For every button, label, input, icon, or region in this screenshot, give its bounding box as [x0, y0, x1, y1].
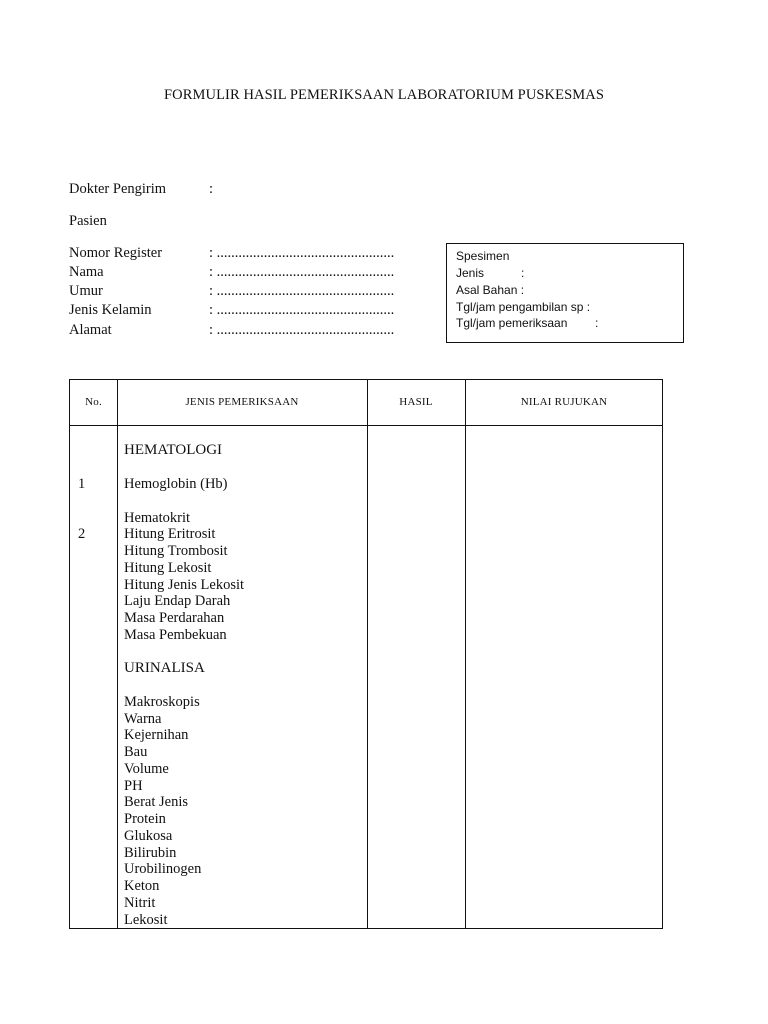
header-result: HASIL [399, 396, 433, 408]
name-value[interactable]: : ................................................. [209, 264, 395, 280]
row-number: 1 [78, 476, 86, 492]
specimen-heading: Spesimen [456, 249, 510, 263]
header-reference-value: NILAI RUJUKAN [520, 396, 608, 408]
exam-item: Urobilinogen [124, 861, 202, 877]
exam-item: Kejernihan [124, 727, 189, 743]
address-value[interactable]: : ................................................. [209, 322, 395, 338]
column-divider [367, 380, 368, 928]
register-value[interactable]: : ................................................. [209, 245, 395, 261]
exam-item: Warna [124, 711, 162, 727]
patient-heading: Pasien [69, 213, 107, 229]
exam-item: Lekosit [124, 912, 168, 928]
specimen-collection-time-label: Tgl/jam pengambilan sp : [456, 300, 591, 314]
exam-item: Hitung Lekosit [124, 560, 212, 576]
register-label: Nomor Register [69, 245, 163, 261]
exam-item: Protein [124, 811, 166, 827]
specimen-type-label: Jenis [456, 266, 485, 280]
specimen-box [446, 243, 684, 343]
lab-results-table [69, 379, 663, 929]
section-hematologi: HEMATOLOGI [124, 442, 223, 458]
exam-item: Glukosa [124, 828, 173, 844]
exam-item: Hitung Eritrosit [124, 526, 216, 542]
form-title: FORMULIR HASIL PEMERIKSAAN LABORATORIUM PUSKESMAS [164, 87, 604, 103]
exam-item: Volume [124, 761, 169, 777]
exam-item: Hematokrit [124, 510, 191, 526]
specimen-exam-time-colon: : [595, 316, 599, 330]
exam-item: Masa Pembekuan [124, 627, 227, 643]
doctor-value[interactable]: : [209, 181, 214, 197]
specimen-type-colon: : [521, 266, 525, 280]
exam-item: Keton [124, 878, 160, 894]
exam-item: Hemoglobin (Hb) [124, 476, 228, 492]
exam-item: Laju Endap Darah [124, 593, 231, 609]
exam-item: Masa Perdarahan [124, 610, 225, 626]
section-urinalisa: URINALISA [124, 660, 205, 676]
header-no: No. [85, 396, 102, 408]
age-label: Umur [69, 283, 103, 299]
specimen-source-label: Asal Bahan : [456, 283, 525, 297]
specimen-exam-time-label: Tgl/jam pemeriksaan [456, 316, 568, 330]
row-number: 2 [78, 526, 86, 542]
exam-item: Berat Jenis [124, 794, 189, 810]
exam-item: Bilirubin [124, 845, 177, 861]
exam-item: Hitung Trombosit [124, 543, 228, 559]
header-exam-type: JENIS PEMERIKSAAN [185, 396, 299, 408]
column-divider [465, 380, 466, 928]
doctor-label: Dokter Pengirim [69, 181, 167, 197]
column-divider [117, 380, 118, 928]
header-divider [70, 425, 662, 426]
gender-value[interactable]: : ................................................. [209, 302, 395, 318]
exam-item: Nitrit [124, 895, 156, 911]
address-label: Alamat [69, 322, 112, 338]
name-label: Nama [69, 264, 104, 280]
gender-label: Jenis Kelamin [69, 302, 152, 318]
age-value[interactable]: : ................................................. [209, 283, 395, 299]
exam-item: Hitung Jenis Lekosit [124, 577, 245, 593]
exam-item: Bau [124, 744, 148, 760]
exam-item: PH [124, 778, 143, 794]
exam-item: Makroskopis [124, 694, 200, 710]
